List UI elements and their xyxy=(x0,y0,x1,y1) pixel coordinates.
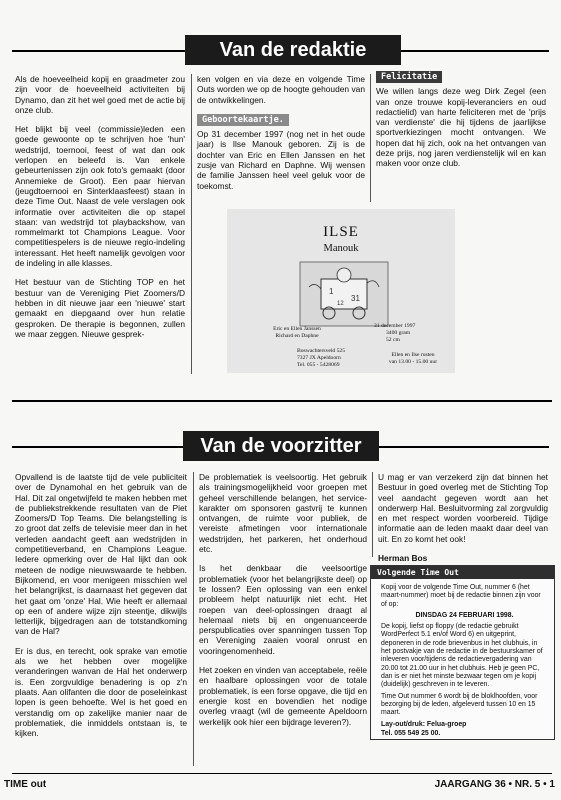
paragraph: Op 31 december 1997 (nog net in het oude jaar) is Ilse Manouk geboren. Zij is de dochter van Eric en Ellen Janssen en het zusje van Richard en Daphne. Wij wensen de familie Janssen heel veel geluk voor de toekomst. xyxy=(197,129,365,191)
paragraph: Het bestuur van de Stichting TOP en het bestuur van de Vereniging Piet Zoomers/D hebben in dit nieuwe jaar een 'nieuwe' start gemaakt en diepgaand over hun relatie gesproken. De therapie is begonnen, zullen we maar zeggen. Nieuwe gesprek- xyxy=(15,277,185,339)
divider xyxy=(379,446,549,448)
svg-text:1: 1 xyxy=(329,287,334,296)
box-paragraph: Time Out nummer 6 wordt bij de bloklhoofden, voor bezorging bij de leden, afgeleverd tussen 10 en 15 maart. xyxy=(381,692,538,717)
toy-wagon-illustration xyxy=(299,261,389,327)
svg-text:31: 31 xyxy=(351,294,360,303)
signature: Herman Bos xyxy=(378,553,428,564)
column-divider xyxy=(372,472,373,557)
paragraph: Het blijkt bij veel (commissie)leden een goede gewoonte op te schrijven hoe 'hun' wedstrijd, toernooi, feest of wat dan ook verlopen en beleefd is. Van enkele gebeurtenissen zijn ook foto's gemaakt (door Annemieke de Groot). Een paar hiervan (jeugdtoernooi en Sinterklaasfeest) staan in deze Time Out. Naast de vele verslagen ook informatie over activiteiten die op stapel staan: van wedstrijd tot playbackshow, van rommelmarkt tot Champions League. Voor competitiespelers is de nieuwe regio-indeling interessant. Het heeft namelijk gevolgen voor de indeling in alle klasses. xyxy=(15,124,185,269)
section-banner-redaktie xyxy=(185,35,401,65)
paragraph: U mag er van verzekerd zijn dat binnen het Bestuur in goed overleg met de Stichting Top veel aandacht gegeven wordt aan het onderwerp Hal. Besluitvorming zal zorgvuldig en met respect worden voorbereid. Tijdige informatie aan de leden maakt daar deel van uit. En zo komt het ook! xyxy=(378,472,548,544)
redaktie-column-1 xyxy=(15,74,185,348)
layout-credit: Lay-out/druk: Felua-groep Tel. 055 549 25 00. xyxy=(381,721,467,737)
baby-middle-name: Manouk xyxy=(323,243,359,254)
baby-name: ILSE xyxy=(323,224,359,240)
paragraph: De problematiek is veelsoortig. Het gebruik als trainingsmogelijkheid voor groepen met geheel verschillende belangen, het service-karakter om sponsoren gastvrij te kunnen ontvangen, de ruimte voor publiek, de vereiste afmetingen voor internationale wedstrijden, het parkeren, het onderhoud etc. xyxy=(199,472,367,555)
divider xyxy=(12,400,552,402)
box-paragraph: De kopij, liefst op floppy (de redactie gebruikt WordPerfect 5.1 en/of Word 6) en uitgeprint, deponeren in de rode brievenbus in het clubhuis, in het postvakje van de redactie in de bestuurskamer of inleveren voor/tijdens de redactievergadering van 20.00 tot 21.00 uur in het clubhuis. Heb je geen PC, dan is er niet het minste bezwaar tegen om je kopij (duidelijk) geschreven in te leveren. xyxy=(381,623,543,689)
next-time-out-box xyxy=(370,565,555,740)
voorzitter-column-2 xyxy=(199,472,367,736)
card-address: Boswachtersveld 525 7327 JX Apeldoorn Tel. 055 - 5428069 xyxy=(297,348,346,368)
svg-text:12: 12 xyxy=(337,301,344,307)
section-banner-voorzitter xyxy=(183,431,379,461)
section-heading-geboortekaartje: Geboortekaartje. xyxy=(197,114,289,126)
redaktie-column-2 xyxy=(197,74,365,200)
column-divider xyxy=(191,74,192,374)
column-divider xyxy=(193,472,194,766)
card-visiting-hours: Ellen en Ilse rusten van 13.00 - 15.00 uur xyxy=(388,352,438,365)
box-heading: Volgende Time Out xyxy=(371,566,554,579)
voorzitter-column-1 xyxy=(15,472,187,747)
divider xyxy=(12,50,185,52)
paragraph: Is het denkbaar die veelsoortige problematiek (voor het belangrijkste deel) op te lossen? Een oplossing van een enkel probleem helpt natuurlijk niet echt. Het roepen van deel-oplossingen draagt al helemaal niets bij en ongenuanceerde perspublicaties over spanningen tussen Top en Vereniging zaaien vooral onrust en vooringenomenheid. xyxy=(199,563,367,656)
paragraph: We willen langs deze weg Dirk Zegel (een van onze trouwe kopij-leveranciers en oud redactielid) van harte feliciteren met de 'prijs van verdienste' die hij tijdens de jaarlijkse sportverkiezingen mocht ontvangen. We hopen dat hij zich, ook na het ontvangen van deze prijs, nog jaren verdienstelijk wil en kan maken voor onze club. xyxy=(376,86,546,169)
section-heading-felicitatie: Felicitatie xyxy=(376,71,442,83)
card-birth-details: 31 december 1997 3400 gram 52 cm xyxy=(374,323,416,343)
card-parents: Eric en Ellen Janssen Richard en Daphne xyxy=(273,326,321,339)
box-paragraph: Kopij voor de volgende Time Out, nummer 6 (het maart-nummer) moet bij de redactie binnen zijn voor of op: xyxy=(381,584,541,608)
divider xyxy=(12,446,183,448)
paragraph: Als de hoeveelheid kopij en graadmeter zou zijn voor de hoeveelheid activiteiten bij Dynamo, dan zit het wel goed met de actie bij onze club. xyxy=(15,74,185,115)
footer-publication-name: TIME out xyxy=(4,779,47,790)
divider xyxy=(401,50,549,52)
redaktie-column-3 xyxy=(376,71,546,178)
paragraph: Er is dus, en terecht, ook sprake van emotie als we het hebben over mogelijke veranderingen wanvan de Hal het onderwerp is. Een zorgvuldige benadering is op z'n plaats. Aan olifanten die door de poseleinkast lopen is geen behoefte. Wel is het goed en verstandig om op zakelijke manier naar de problematiek, die inmiddels ontstaan is, te kijken. xyxy=(15,645,187,739)
deadline-date: DINSDAG 24 FEBRUARI 1998. xyxy=(415,611,514,619)
footer-rule xyxy=(12,773,552,774)
paragraph: Opvallend is de laatste tijd de vele publiciteit over de Dynamohal en het gebruik van de Hal. Dit zal ongetwijfeld te maken hebben met de publiekstrekkende resultaten van de Piet Zoomers/D Top Teams. Die belangstelling is zo groot dat zelfs de televisie meer dan in het verleden aandacht geeft aan wedstrijden in competitieverband, en Champions League. Iedere opmerking over de Hal lijkt dan ook meteen de nodige nieuwswaarde te hebben. Bijkomend, en voor menigeen misschien wel het belangrijkst, is daarnaast het gegeven dat het gaat om 'onze' Hal. Wie heeft er allemaal op een of andere wijze zijn steentje, dikwijls letterlijk, bijgedragen aan de totstandkoming van de Hal? xyxy=(15,472,187,637)
paragraph: Het zoeken en vinden van acceptabele, reële en haalbare oplossingen voor de totale problematiek, is een forse opgave, die tijd en energie kost en bovendien het nodige overleg vraagt (wil de gemeente Apeldoorn werkelijk ook hier een bijdrage leveren?). xyxy=(199,665,367,727)
section-title: Van de redaktie xyxy=(219,39,367,61)
voorzitter-column-3 xyxy=(378,472,548,572)
birth-announcement-card xyxy=(227,209,455,373)
section-title: Van de voorzitter xyxy=(200,435,362,457)
footer-issue-info: JAARGANG 36 • NR. 5 • 1 xyxy=(434,779,555,790)
paragraph: ken volgen en via deze en volgende Time Outs worden we op de hoogte gehouden van de ontwikkelingen. xyxy=(197,74,365,105)
column-divider xyxy=(370,74,371,202)
